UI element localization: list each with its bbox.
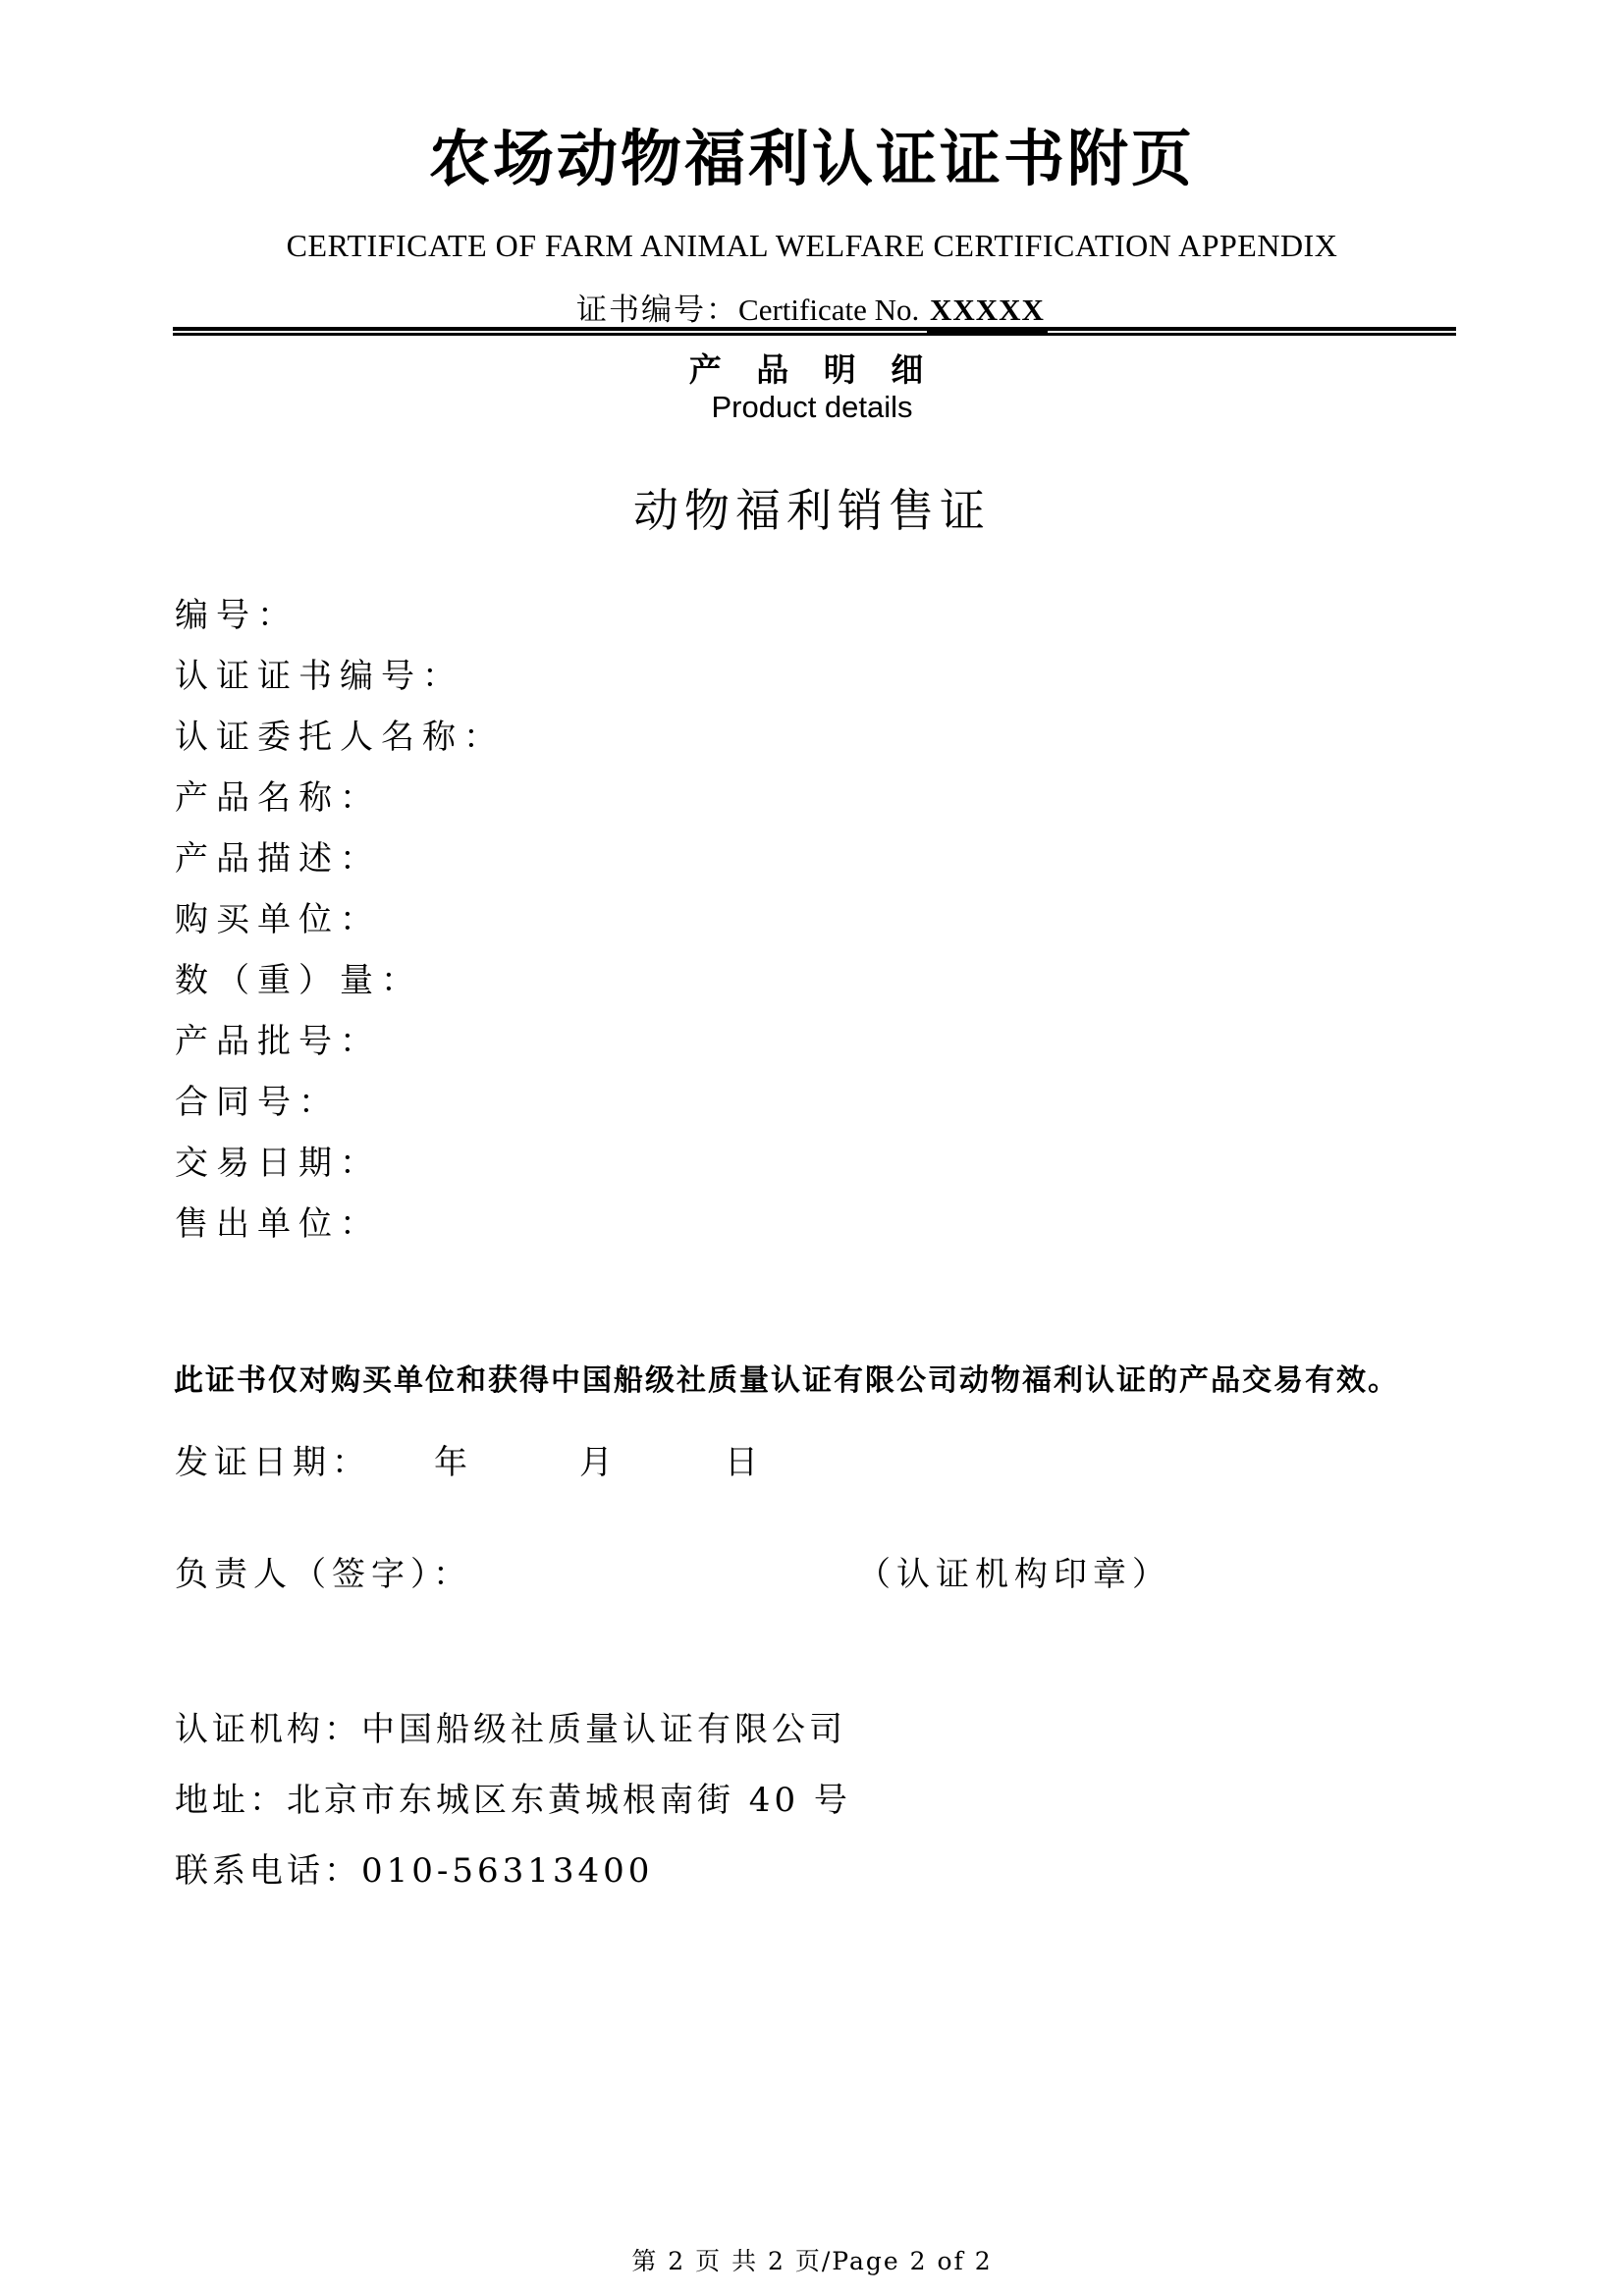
issuer-phone-value: 010-56313400 [361,1851,654,1891]
issuer-phone-row [175,1836,851,1906]
field-label-seller: 售出单位： [175,1204,381,1244]
issuer-phone-label: 联系电话： [175,1851,361,1891]
field-label-product-name: 产品名称： [175,778,381,818]
product-detail-fields [175,585,505,1255]
divider-double-rule [173,327,1456,336]
page-title: 农场动物福利认证证书附页 [428,123,1195,194]
issuer-org-row [175,1694,851,1765]
certificate-number-value: XXXXX [927,293,1048,333]
field-label-quantity: 数（重）量： [175,961,422,1000]
issuer-info [175,1694,851,1906]
issuer-address-value: 北京市东城区东黄城根南街 40 号 [287,1781,851,1820]
field-label-product-description: 产品描述： [175,839,381,879]
field-label-cert-number: 认证证书编号： [175,657,463,696]
issue-date-label: 发证日期： [175,1443,371,1482]
issuer-address-label: 地址： [175,1781,287,1820]
issue-date-year: 年 [434,1443,473,1482]
field-label-number: 编号： [175,596,298,635]
validity-notice: 此证书仅对购买单位和获得中国船级社质量认证有限公司动物福利认证的产品交易有效。 [174,1363,1399,1398]
certificate-number-label-en: Certificate No. [738,293,927,327]
section-heading-cn: 产 品 明 细 [688,350,936,389]
field-label-batch-number: 产品批号： [175,1022,381,1061]
field-label-transaction-date: 交易日期： [175,1144,381,1183]
section-heading-en: Product details [711,390,913,424]
certificate-number-label-cn: 证书编号： [576,293,739,328]
issuer-address-row [175,1765,851,1836]
field-label-buyer: 购买单位： [175,900,381,939]
page-title-english: CERTIFICATE OF FARM ANIMAL WELFARE CERTIFICATION APPENDIX [286,228,1338,263]
footer-page-indicator: 第 2 页 共 2 页/Page 2 of 2 [631,2247,993,2275]
signer-label: 负责人（签字）： [175,1555,472,1594]
field-label-client-name: 认证委托人名称： [175,718,505,757]
issuer-org-value: 中国船级社质量认证有限公司 [361,1710,846,1749]
issue-date-month: 月 [579,1443,619,1482]
issue-date-line [175,1435,764,1483]
certification-body-seal-label: （认证机构印章） [857,1555,1171,1594]
certificate-number-line [0,285,1624,329]
issuer-org-label: 认证机构： [175,1710,361,1749]
field-label-contract-number: 合同号： [175,1083,340,1122]
document-title: 动物福利销售证 [633,484,991,537]
issue-date-day: 日 [725,1443,764,1482]
